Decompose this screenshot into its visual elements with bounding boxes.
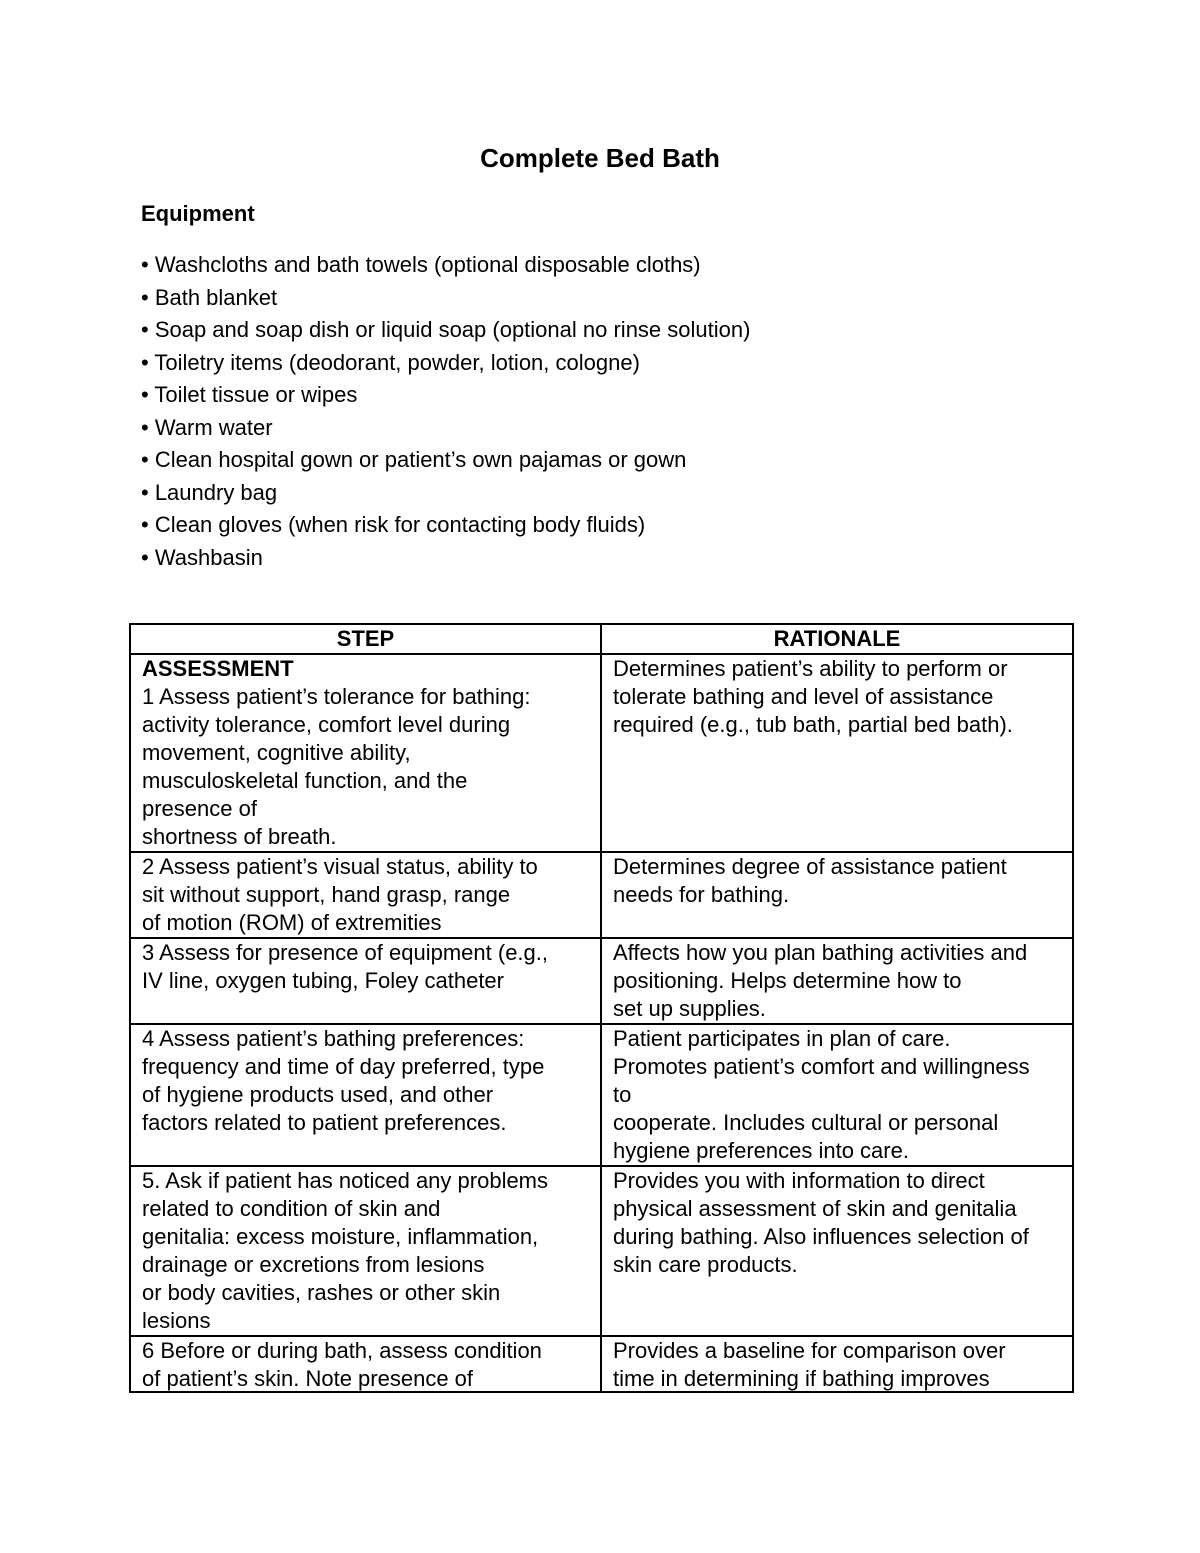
list-item: • Toilet tissue or wipes xyxy=(141,382,358,407)
rationale-cell xyxy=(601,852,1073,938)
equipment-heading: Equipment xyxy=(141,201,255,226)
step-text: lesions xyxy=(142,1308,211,1333)
table-row xyxy=(130,852,1073,938)
step-text: genitalia: excess moisture, inflammation, xyxy=(142,1224,539,1249)
table-row xyxy=(130,1166,1073,1336)
step-cell xyxy=(130,938,601,1024)
step-text: musculoskeletal function, and the xyxy=(142,768,468,793)
table-header-row xyxy=(130,624,1073,654)
step-cell xyxy=(130,1166,601,1336)
rationale-text: Patient participates in plan of care. xyxy=(613,1026,951,1051)
list-item: • Warm water xyxy=(141,414,273,440)
step-text: 4 Assess patient’s bathing preferences: xyxy=(142,1026,525,1051)
rationale-text: Provides you with information to direct xyxy=(613,1168,985,1193)
step-text: frequency and time of day preferred, type xyxy=(142,1054,545,1079)
rationale-cell xyxy=(601,1336,1073,1392)
step-text: drainage or excretions from lesions xyxy=(142,1252,485,1277)
equipment-list xyxy=(141,250,750,575)
rationale-cell xyxy=(601,938,1073,1024)
rationale-text: required (e.g., tub bath, partial bed bath). xyxy=(613,712,1013,737)
rationale-cell xyxy=(601,1166,1073,1336)
rationale-text: tolerate bathing and level of assistance xyxy=(613,684,994,709)
list-item: • Soap and soap dish or liquid soap (optional no rinse solution) xyxy=(141,317,751,342)
table-row xyxy=(130,1024,1073,1166)
step-text: 1 Assess patient’s tolerance for bathing: xyxy=(142,684,531,709)
rationale-text: physical assessment of skin and genitalia xyxy=(613,1196,1017,1221)
step-cell xyxy=(130,654,601,852)
step-text: related to condition of skin and xyxy=(142,1196,441,1221)
table-row xyxy=(130,654,1073,852)
step-text: 6 Before or during bath, assess condition xyxy=(142,1338,542,1363)
step-text: 2 Assess patient’s visual status, ability to xyxy=(142,854,538,879)
rationale-text: cooperate. Includes cultural or personal xyxy=(613,1110,999,1135)
rationale-text: Promotes patient’s comfort and willingness xyxy=(613,1054,1030,1079)
step-column-header: STEP xyxy=(130,624,601,654)
list-item: • Clean gloves (when risk for contacting body fluids) xyxy=(141,512,646,537)
list-item: • Clean hospital gown or patient’s own pajamas or gown xyxy=(141,447,687,472)
list-item: • Toiletry items (deodorant, powder, lotion, cologne) xyxy=(141,349,640,375)
rationale-text: Determines degree of assistance patient xyxy=(613,854,1007,879)
rationale-text: Determines patient’s ability to perform or xyxy=(613,656,1008,681)
step-text: or body cavities, rashes or other skin xyxy=(142,1280,501,1305)
step-text: of hygiene products used, and other xyxy=(142,1082,494,1107)
rationale-text: hygiene preferences into care. xyxy=(613,1138,909,1163)
step-text: 3 Assess for presence of equipment (e.g., xyxy=(142,940,549,965)
table-row xyxy=(130,1336,1073,1392)
rationale-text: time in determining if bathing improves xyxy=(613,1366,990,1391)
rationale-text: during bathing. Also influences selection of xyxy=(613,1224,1029,1249)
rationale-cell xyxy=(601,1024,1073,1166)
list-item: • Washbasin xyxy=(141,544,263,570)
step-text: of motion (ROM) of extremities xyxy=(142,910,442,935)
step-text: sit without support, hand grasp, range xyxy=(142,882,511,907)
step-cell xyxy=(130,1336,601,1392)
step-text: 5. Ask if patient has noticed any problems xyxy=(142,1168,549,1193)
step-cell xyxy=(130,1024,601,1166)
document-title: Complete Bed Bath xyxy=(480,143,720,173)
rationale-text: Affects how you plan bathing activities and xyxy=(613,940,1028,965)
steps-table xyxy=(129,623,1074,1393)
cell-content xyxy=(613,1337,1064,1391)
rationale-text: Provides a baseline for comparison over xyxy=(613,1338,1006,1363)
list-item: • Laundry bag xyxy=(141,479,278,505)
rationale-text: needs for bathing. xyxy=(613,882,790,907)
step-cell xyxy=(130,852,601,938)
rationale-column-header: RATIONALE xyxy=(601,624,1073,654)
rationale-text: to xyxy=(613,1082,632,1107)
step-text: shortness of breath. xyxy=(142,824,337,849)
step-text: movement, cognitive ability, xyxy=(142,740,411,765)
step-text: presence of xyxy=(142,796,257,821)
rationale-text: positioning. Helps determine how to xyxy=(613,968,962,993)
rationale-text: skin care products. xyxy=(613,1252,798,1277)
cell-content xyxy=(142,1337,592,1391)
step-text: of patient’s skin. Note presence of xyxy=(142,1366,474,1391)
step-text: IV line, oxygen tubing, Foley catheter xyxy=(142,968,504,993)
list-item: • Bath blanket xyxy=(141,284,278,310)
step-text: factors related to patient preferences. xyxy=(142,1110,507,1135)
list-item: • Washcloths and bath towels (optional disposable cloths) xyxy=(141,252,701,277)
section-label: ASSESSMENT xyxy=(142,656,294,681)
rationale-cell xyxy=(601,654,1073,852)
table-row xyxy=(130,938,1073,1024)
step-text: activity tolerance, comfort level during xyxy=(142,712,511,737)
rationale-text: set up supplies. xyxy=(613,996,766,1021)
